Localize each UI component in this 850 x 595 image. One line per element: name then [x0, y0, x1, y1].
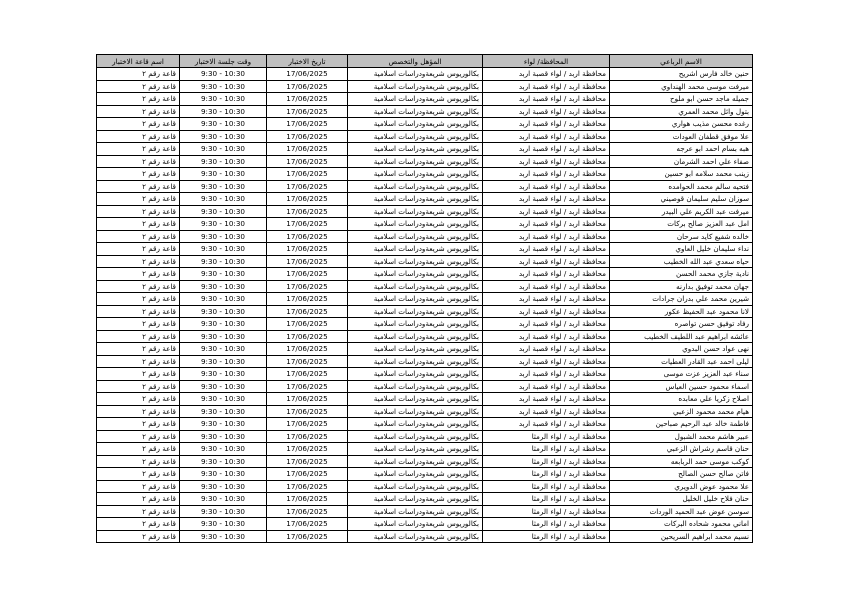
cell-session-time: 9:30 - 10:30 [180, 130, 267, 143]
cell-exam-room: قاعة رقم ٢ [97, 93, 180, 106]
table-row [97, 80, 753, 93]
cell-qualification: بكالوريوس شريعةودراسات اسلامية [348, 480, 483, 493]
cell-qualification: بكالوريوس شريعةودراسات اسلامية [348, 505, 483, 518]
cell-governorate: محافظة اربد / لواء قصبة اربد [483, 305, 610, 318]
cell-session-time: 9:30 - 10:30 [180, 180, 267, 193]
cell-session-time: 9:30 - 10:30 [180, 355, 267, 368]
table-row [97, 130, 753, 143]
cell-exam-room: قاعة رقم ٢ [97, 418, 180, 431]
cell-session-time: 9:30 - 10:30 [180, 405, 267, 418]
cell-exam-date: 17/06/2025 [267, 318, 348, 331]
cell-qualification: بكالوريوس شريعةودراسات اسلامية [348, 455, 483, 468]
table-row [97, 255, 753, 268]
table-row [97, 493, 753, 506]
cell-governorate: محافظة اربد / لواء قصبة اربد [483, 230, 610, 243]
cell-session-time: 9:30 - 10:30 [180, 368, 267, 381]
table-row [97, 405, 753, 418]
cell-exam-room: قاعة رقم ٢ [97, 430, 180, 443]
cell-full-name: شيرين محمد علي بدران جرادات [610, 293, 753, 306]
cell-qualification: بكالوريوس شريعةودراسات اسلامية [348, 468, 483, 481]
cell-exam-date: 17/06/2025 [267, 468, 348, 481]
cell-qualification: بكالوريوس شريعةودراسات اسلامية [348, 168, 483, 181]
cell-governorate: محافظة اربد / لواء الرمثا [483, 430, 610, 443]
table-row [97, 480, 753, 493]
cell-governorate: محافظة اربد / لواء الرمثا [483, 455, 610, 468]
cell-exam-room: قاعة رقم ٢ [97, 393, 180, 406]
cell-exam-room: قاعة رقم ٢ [97, 268, 180, 281]
cell-governorate: محافظة اربد / لواء قصبة اربد [483, 243, 610, 256]
cell-qualification: بكالوريوس شريعةودراسات اسلامية [348, 493, 483, 506]
cell-governorate: محافظة اربد / لواء قصبة اربد [483, 205, 610, 218]
cell-full-name: نداء سليمان خليل العاوي [610, 243, 753, 256]
table-row [97, 530, 753, 543]
cell-full-name: اصلاح زكريا علي معابده [610, 393, 753, 406]
cell-exam-date: 17/06/2025 [267, 493, 348, 506]
cell-exam-room: قاعة رقم ٢ [97, 443, 180, 456]
cell-qualification: بكالوريوس شريعةودراسات اسلامية [348, 205, 483, 218]
cell-exam-room: قاعة رقم ٢ [97, 180, 180, 193]
cell-full-name: اماني محمود شحاده البركات [610, 518, 753, 531]
cell-qualification: بكالوريوس شريعةودراسات اسلامية [348, 218, 483, 231]
cell-full-name: سوسن عوض عبد الحميد الوردات [610, 505, 753, 518]
cell-governorate: محافظة اربد / لواء قصبة اربد [483, 155, 610, 168]
table-row [97, 518, 753, 531]
cell-exam-room: قاعة رقم ٢ [97, 205, 180, 218]
cell-exam-room: قاعة رقم ٢ [97, 480, 180, 493]
cell-session-time: 9:30 - 10:30 [180, 218, 267, 231]
cell-full-name: كوكب موسى حمد الربابعه [610, 455, 753, 468]
cell-governorate: محافظة اربد / لواء قصبة اربد [483, 355, 610, 368]
cell-full-name: عائشه ابراهيم عبد اللطيف الخطيب [610, 330, 753, 343]
table-row [97, 343, 753, 356]
cell-governorate: محافظة اربد / لواء قصبة اربد [483, 130, 610, 143]
cell-full-name: عبير هاشم محمد الشبول [610, 430, 753, 443]
cell-qualification: بكالوريوس شريعةودراسات اسلامية [348, 343, 483, 356]
cell-full-name: جهان محمد توفيق بدارنه [610, 280, 753, 293]
cell-full-name: هيام محمد محمود الزعبي [610, 405, 753, 418]
cell-full-name: هبه بسام احمد ابو عرجه [610, 143, 753, 156]
cell-exam-date: 17/06/2025 [267, 305, 348, 318]
cell-exam-date: 17/06/2025 [267, 80, 348, 93]
cell-exam-room: قاعة رقم ٢ [97, 380, 180, 393]
cell-governorate: محافظة اربد / لواء قصبة اربد [483, 143, 610, 156]
table-row [97, 230, 753, 243]
table-row [97, 118, 753, 131]
cell-governorate: محافظة اربد / لواء قصبة اربد [483, 80, 610, 93]
cell-exam-room: قاعة رقم ٢ [97, 80, 180, 93]
cell-governorate: محافظة اربد / لواء قصبة اربد [483, 405, 610, 418]
cell-exam-date: 17/06/2025 [267, 243, 348, 256]
cell-qualification: بكالوريوس شريعةودراسات اسلامية [348, 443, 483, 456]
cell-session-time: 9:30 - 10:30 [180, 143, 267, 156]
cell-full-name: علا موفق قطفان العودات [610, 130, 753, 143]
table-row [97, 218, 753, 231]
cell-session-time: 9:30 - 10:30 [180, 318, 267, 331]
table-row [97, 430, 753, 443]
cell-exam-room: قاعة رقم ٢ [97, 155, 180, 168]
table-row [97, 505, 753, 518]
header-qualification: المؤهل والتخصص [348, 55, 483, 68]
cell-governorate: محافظة اربد / لواء الرمثا [483, 493, 610, 506]
cell-session-time: 9:30 - 10:30 [180, 68, 267, 81]
table-row [97, 93, 753, 106]
cell-full-name: حنان قاسم رشراش الزعبي [610, 443, 753, 456]
cell-session-time: 9:30 - 10:30 [180, 168, 267, 181]
cell-exam-date: 17/06/2025 [267, 343, 348, 356]
cell-session-time: 9:30 - 10:30 [180, 118, 267, 131]
table-row [97, 380, 753, 393]
cell-full-name: سناء عبد العزيز عزت موسى [610, 368, 753, 381]
table-row [97, 393, 753, 406]
cell-session-time: 9:30 - 10:30 [180, 155, 267, 168]
cell-exam-room: قاعة رقم ٢ [97, 280, 180, 293]
cell-qualification: بكالوريوس شريعةودراسات اسلامية [348, 430, 483, 443]
cell-qualification: بكالوريوس شريعةودراسات اسلامية [348, 143, 483, 156]
cell-full-name: نهى عواد حسن البدوي [610, 343, 753, 356]
cell-session-time: 9:30 - 10:30 [180, 530, 267, 543]
cell-session-time: 9:30 - 10:30 [180, 518, 267, 531]
cell-session-time: 9:30 - 10:30 [180, 255, 267, 268]
cell-qualification: بكالوريوس شريعةودراسات اسلامية [348, 330, 483, 343]
cell-exam-room: قاعة رقم ٢ [97, 230, 180, 243]
cell-session-time: 9:30 - 10:30 [180, 468, 267, 481]
cell-session-time: 9:30 - 10:30 [180, 280, 267, 293]
table-row [97, 268, 753, 281]
cell-qualification: بكالوريوس شريعةودراسات اسلامية [348, 243, 483, 256]
cell-full-name: فاتن صالح حسن الصالح [610, 468, 753, 481]
cell-exam-date: 17/06/2025 [267, 368, 348, 381]
cell-governorate: محافظة اربد / لواء قصبة اربد [483, 193, 610, 206]
cell-full-name: سوزان سليم سليمان قوصيني [610, 193, 753, 206]
cell-qualification: بكالوريوس شريعةودراسات اسلامية [348, 293, 483, 306]
cell-qualification: بكالوريوس شريعةودراسات اسلامية [348, 530, 483, 543]
cell-exam-room: قاعة رقم ٢ [97, 518, 180, 531]
table-row [97, 180, 753, 193]
cell-full-name: حنين خالد فارس اشريح [610, 68, 753, 81]
cell-exam-date: 17/06/2025 [267, 455, 348, 468]
header-governorate: المحافظة/ لواء [483, 55, 610, 68]
cell-exam-room: قاعة رقم ٢ [97, 468, 180, 481]
cell-exam-date: 17/06/2025 [267, 405, 348, 418]
cell-session-time: 9:30 - 10:30 [180, 330, 267, 343]
table-row [97, 443, 753, 456]
cell-exam-date: 17/06/2025 [267, 168, 348, 181]
cell-exam-date: 17/06/2025 [267, 218, 348, 231]
cell-exam-date: 17/06/2025 [267, 430, 348, 443]
cell-full-name: بتول وائل محمد العمري [610, 105, 753, 118]
cell-governorate: محافظة اربد / لواء الرمثا [483, 468, 610, 481]
cell-governorate: محافظة اربد / لواء قصبة اربد [483, 118, 610, 131]
header-exam-date: تاريخ الاختبار [267, 55, 348, 68]
cell-session-time: 9:30 - 10:30 [180, 455, 267, 468]
cell-exam-date: 17/06/2025 [267, 418, 348, 431]
cell-qualification: بكالوريوس شريعةودراسات اسلامية [348, 180, 483, 193]
cell-governorate: محافظة اربد / لواء الرمثا [483, 505, 610, 518]
table-row [97, 143, 753, 156]
cell-governorate: محافظة اربد / لواء قصبة اربد [483, 380, 610, 393]
cell-qualification: بكالوريوس شريعةودراسات اسلامية [348, 305, 483, 318]
cell-qualification: بكالوريوس شريعةودراسات اسلامية [348, 105, 483, 118]
cell-session-time: 9:30 - 10:30 [180, 443, 267, 456]
cell-session-time: 9:30 - 10:30 [180, 505, 267, 518]
cell-qualification: بكالوريوس شريعةودراسات اسلامية [348, 355, 483, 368]
cell-exam-date: 17/06/2025 [267, 180, 348, 193]
cell-exam-room: قاعة رقم ٢ [97, 493, 180, 506]
cell-exam-room: قاعة رقم ٢ [97, 305, 180, 318]
header-exam-room: اسم قاعة الاختبار [97, 55, 180, 68]
cell-session-time: 9:30 - 10:30 [180, 293, 267, 306]
cell-governorate: محافظة اربد / لواء الرمثا [483, 530, 610, 543]
cell-qualification: بكالوريوس شريعةودراسات اسلامية [348, 118, 483, 131]
cell-qualification: بكالوريوس شريعةودراسات اسلامية [348, 393, 483, 406]
cell-governorate: محافظة اربد / لواء قصبة اربد [483, 330, 610, 343]
cell-exam-room: قاعة رقم ٢ [97, 105, 180, 118]
header-session-time: وقت جلسة الاختبار [180, 55, 267, 68]
cell-session-time: 9:30 - 10:30 [180, 105, 267, 118]
table-row [97, 168, 753, 181]
cell-governorate: محافظة اربد / لواء قصبة اربد [483, 93, 610, 106]
cell-full-name: فاطمة خالد عبد الرحيم صباحين [610, 418, 753, 431]
cell-exam-room: قاعة رقم ٢ [97, 218, 180, 231]
cell-exam-room: قاعة رقم ٢ [97, 318, 180, 331]
cell-governorate: محافظة اربد / لواء قصبة اربد [483, 218, 610, 231]
cell-governorate: محافظة اربد / لواء قصبة اربد [483, 293, 610, 306]
cell-governorate: محافظة اربد / لواء قصبة اربد [483, 268, 610, 281]
cell-exam-room: قاعة رقم ٢ [97, 293, 180, 306]
table-row [97, 243, 753, 256]
cell-session-time: 9:30 - 10:30 [180, 480, 267, 493]
cell-exam-date: 17/06/2025 [267, 118, 348, 131]
cell-exam-date: 17/06/2025 [267, 293, 348, 306]
cell-governorate: محافظة اربد / لواء قصبة اربد [483, 255, 610, 268]
cell-exam-date: 17/06/2025 [267, 230, 348, 243]
table-row [97, 155, 753, 168]
cell-full-name: ميرفت موسى محمد الهنداوي [610, 80, 753, 93]
cell-exam-date: 17/06/2025 [267, 480, 348, 493]
cell-governorate: محافظة اربد / لواء قصبة اربد [483, 280, 610, 293]
cell-full-name: ليلى احمد عبد القادر العطيات [610, 355, 753, 368]
cell-exam-date: 17/06/2025 [267, 68, 348, 81]
cell-session-time: 9:30 - 10:30 [180, 243, 267, 256]
cell-session-time: 9:30 - 10:30 [180, 193, 267, 206]
table-row [97, 205, 753, 218]
cell-exam-room: قاعة رقم ٢ [97, 168, 180, 181]
table-row [97, 68, 753, 81]
table-row [97, 355, 753, 368]
table-row [97, 455, 753, 468]
cell-qualification: بكالوريوس شريعةودراسات اسلامية [348, 368, 483, 381]
cell-exam-date: 17/06/2025 [267, 130, 348, 143]
cell-governorate: محافظة اربد / لواء قصبة اربد [483, 168, 610, 181]
cell-exam-date: 17/06/2025 [267, 530, 348, 543]
cell-exam-date: 17/06/2025 [267, 355, 348, 368]
cell-qualification: بكالوريوس شريعةودراسات اسلامية [348, 405, 483, 418]
cell-session-time: 9:30 - 10:30 [180, 80, 267, 93]
cell-exam-date: 17/06/2025 [267, 155, 348, 168]
table-row [97, 418, 753, 431]
table-row [97, 468, 753, 481]
cell-exam-date: 17/06/2025 [267, 205, 348, 218]
cell-qualification: بكالوريوس شريعةودراسات اسلامية [348, 193, 483, 206]
cell-exam-date: 17/06/2025 [267, 505, 348, 518]
cell-full-name: لانا محمود عبد الحفيظ عكور [610, 305, 753, 318]
cell-session-time: 9:30 - 10:30 [180, 393, 267, 406]
table-row [97, 318, 753, 331]
cell-exam-room: قاعة رقم ٢ [97, 455, 180, 468]
cell-exam-date: 17/06/2025 [267, 143, 348, 156]
cell-session-time: 9:30 - 10:30 [180, 430, 267, 443]
cell-exam-room: قاعة رقم ٢ [97, 243, 180, 256]
cell-governorate: محافظة اربد / لواء قصبة اربد [483, 343, 610, 356]
cell-full-name: علا محمود عوض الدويري [610, 480, 753, 493]
cell-governorate: محافظة اربد / لواء قصبة اربد [483, 393, 610, 406]
cell-exam-room: قاعة رقم ٢ [97, 368, 180, 381]
cell-full-name: زينب محمد سلامه ابو حسين [610, 168, 753, 181]
cell-exam-room: قاعة رقم ٢ [97, 530, 180, 543]
cell-governorate: محافظة اربد / لواء قصبة اربد [483, 105, 610, 118]
cell-full-name: جميله ماجد حسن ابو ملوح [610, 93, 753, 106]
cell-full-name: صفاء علي احمد الشرمان [610, 155, 753, 168]
cell-session-time: 9:30 - 10:30 [180, 418, 267, 431]
cell-session-time: 9:30 - 10:30 [180, 380, 267, 393]
cell-governorate: محافظة اربد / لواء الرمثا [483, 480, 610, 493]
cell-session-time: 9:30 - 10:30 [180, 305, 267, 318]
header-full-name: الاسم الرباعي [610, 55, 753, 68]
cell-full-name: فتحيه سالم محمد الحوامده [610, 180, 753, 193]
cell-session-time: 9:30 - 10:30 [180, 268, 267, 281]
table-row [97, 305, 753, 318]
cell-exam-room: قاعة رقم ٢ [97, 343, 180, 356]
cell-governorate: محافظة اربد / لواء قصبة اربد [483, 180, 610, 193]
cell-exam-room: قاعة رقم ٢ [97, 118, 180, 131]
cell-exam-date: 17/06/2025 [267, 443, 348, 456]
cell-qualification: بكالوريوس شريعةودراسات اسلامية [348, 255, 483, 268]
cell-exam-date: 17/06/2025 [267, 380, 348, 393]
cell-governorate: محافظة اربد / لواء قصبة اربد [483, 368, 610, 381]
cell-exam-date: 17/06/2025 [267, 518, 348, 531]
cell-qualification: بكالوريوس شريعةودراسات اسلامية [348, 93, 483, 106]
cell-qualification: بكالوريوس شريعةودراسات اسلامية [348, 230, 483, 243]
cell-full-name: نسيم محمد ابراهيم السريحين [610, 530, 753, 543]
cell-full-name: خالده شفيع كايد سرحان [610, 230, 753, 243]
cell-exam-room: قاعة رقم ٢ [97, 355, 180, 368]
cell-qualification: بكالوريوس شريعةودراسات اسلامية [348, 280, 483, 293]
cell-governorate: محافظة اربد / لواء الرمثا [483, 518, 610, 531]
cell-full-name: حنان فلاح خليل الخليل [610, 493, 753, 506]
table-body [97, 68, 753, 543]
cell-governorate: محافظة اربد / لواء الرمثا [483, 443, 610, 456]
table-row [97, 193, 753, 206]
cell-exam-date: 17/06/2025 [267, 280, 348, 293]
cell-session-time: 9:30 - 10:30 [180, 343, 267, 356]
cell-full-name: رفاد توفيق حسن تواصره [610, 318, 753, 331]
exam-schedule-table [96, 54, 753, 543]
cell-full-name: ميرفت عبد الكريم علي البيدر [610, 205, 753, 218]
cell-qualification: بكالوريوس شريعةودراسات اسلامية [348, 518, 483, 531]
cell-full-name: حياه سعدي عبد الله الخطيب [610, 255, 753, 268]
cell-qualification: بكالوريوس شريعةودراسات اسلامية [348, 68, 483, 81]
cell-exam-room: قاعة رقم ٢ [97, 193, 180, 206]
cell-session-time: 9:30 - 10:30 [180, 493, 267, 506]
cell-exam-date: 17/06/2025 [267, 330, 348, 343]
cell-exam-date: 17/06/2025 [267, 255, 348, 268]
cell-exam-date: 17/06/2025 [267, 268, 348, 281]
cell-session-time: 9:30 - 10:30 [180, 205, 267, 218]
cell-exam-room: قاعة رقم ٢ [97, 130, 180, 143]
cell-full-name: نادية جازي محمد الحسن [610, 268, 753, 281]
cell-exam-room: قاعة رقم ٢ [97, 68, 180, 81]
cell-session-time: 9:30 - 10:30 [180, 93, 267, 106]
cell-exam-room: قاعة رقم ٢ [97, 255, 180, 268]
table-row [97, 280, 753, 293]
cell-qualification: بكالوريوس شريعةودراسات اسلامية [348, 130, 483, 143]
table-row [97, 105, 753, 118]
cell-exam-room: قاعة رقم ٢ [97, 405, 180, 418]
cell-qualification: بكالوريوس شريعةودراسات اسلامية [348, 155, 483, 168]
table-row [97, 293, 753, 306]
cell-exam-date: 17/06/2025 [267, 193, 348, 206]
cell-full-name: رغده محسن مذيب هواري [610, 118, 753, 131]
cell-exam-room: قاعة رقم ٢ [97, 143, 180, 156]
cell-exam-room: قاعة رقم ٢ [97, 505, 180, 518]
cell-exam-date: 17/06/2025 [267, 105, 348, 118]
cell-qualification: بكالوريوس شريعةودراسات اسلامية [348, 80, 483, 93]
table-row [97, 368, 753, 381]
cell-exam-date: 17/06/2025 [267, 393, 348, 406]
table-header-row [97, 55, 753, 68]
cell-exam-room: قاعة رقم ٢ [97, 330, 180, 343]
cell-qualification: بكالوريوس شريعةودراسات اسلامية [348, 318, 483, 331]
cell-full-name: اسماء محمود حسين العياس [610, 380, 753, 393]
cell-qualification: بكالوريوس شريعةودراسات اسلامية [348, 268, 483, 281]
cell-qualification: بكالوريوس شريعةودراسات اسلامية [348, 380, 483, 393]
cell-session-time: 9:30 - 10:30 [180, 230, 267, 243]
cell-full-name: امل عبد العزيز صالح بركات [610, 218, 753, 231]
cell-exam-date: 17/06/2025 [267, 93, 348, 106]
cell-qualification: بكالوريوس شريعةودراسات اسلامية [348, 418, 483, 431]
cell-governorate: محافظة اربد / لواء قصبة اربد [483, 318, 610, 331]
cell-governorate: محافظة اربد / لواء قصبة اربد [483, 418, 610, 431]
cell-governorate: محافظة اربد / لواء قصبة اربد [483, 68, 610, 81]
table-row [97, 330, 753, 343]
